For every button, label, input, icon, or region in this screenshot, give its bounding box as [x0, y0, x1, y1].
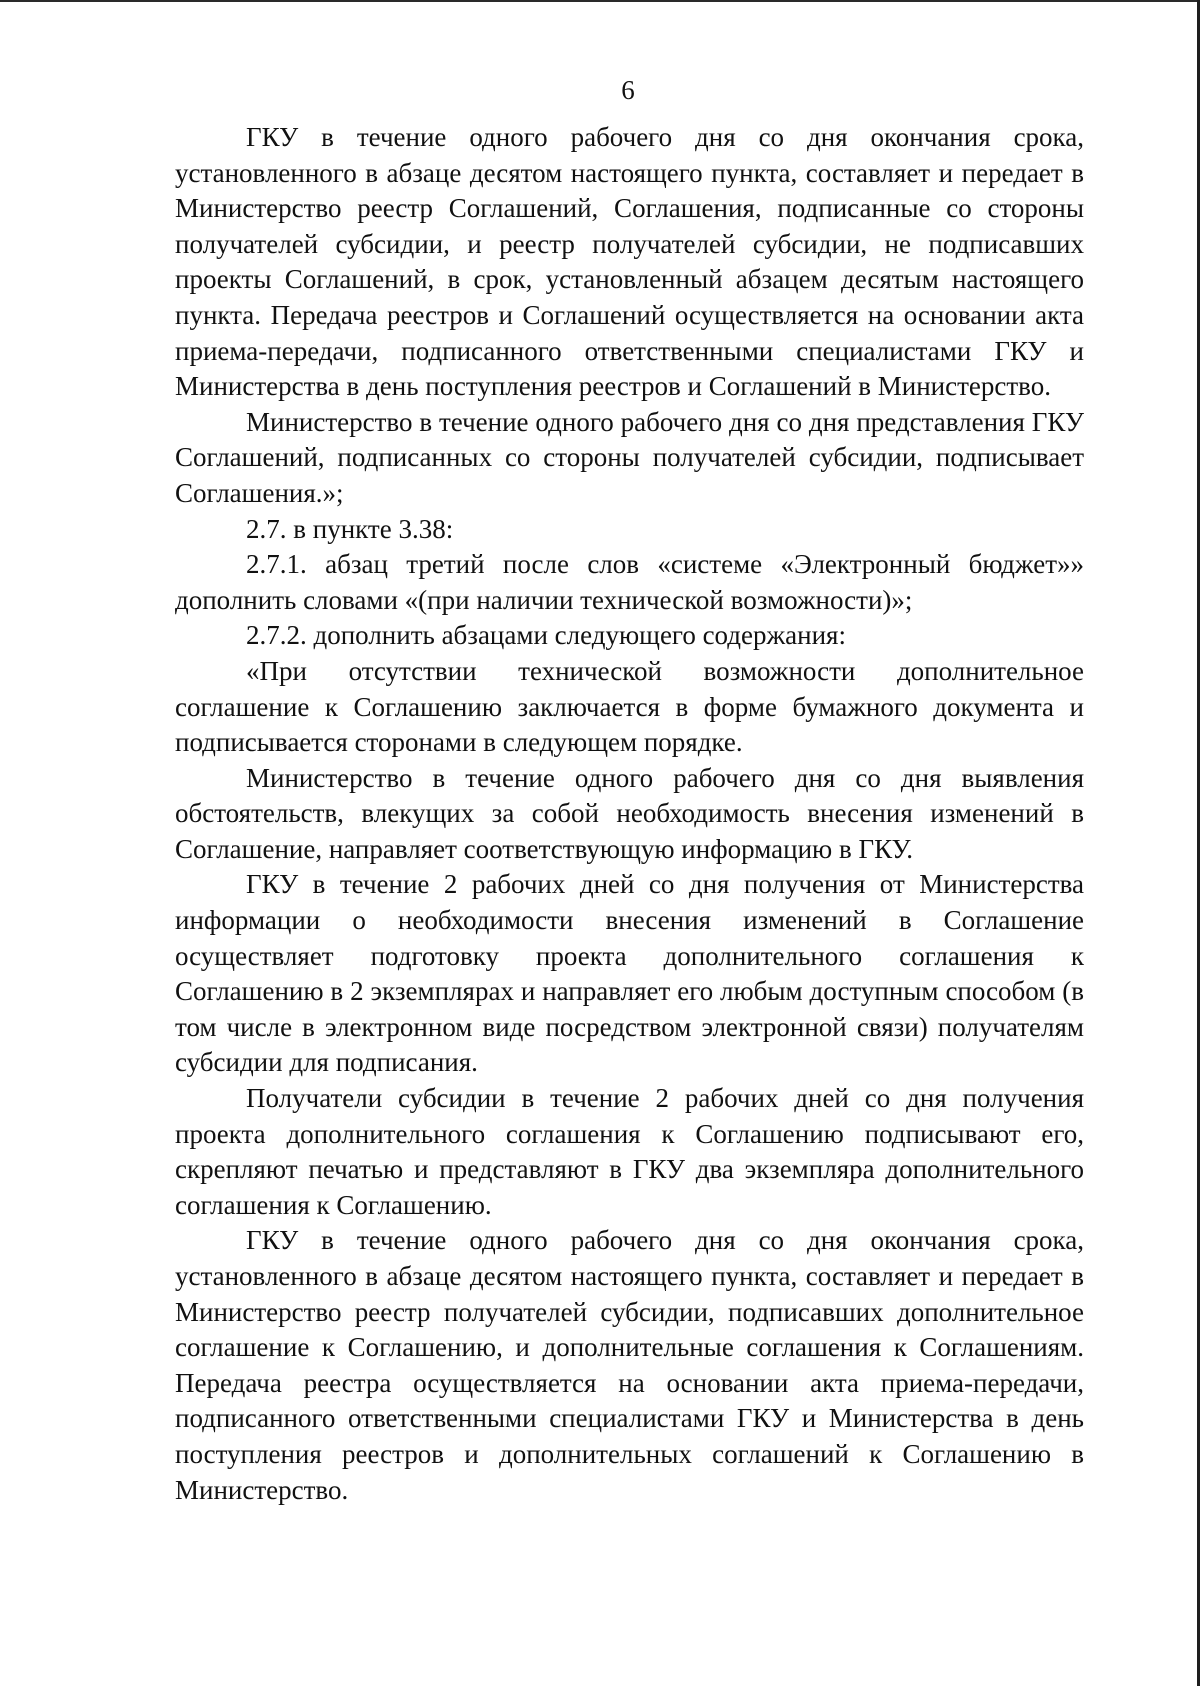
paragraph: Министерство в течение одного рабочего дня со дня выявления обстоятельств, влекущих за собой необходимость внесения изменений в Соглашение, направляет соответствующую информацию в ГКУ.	[175, 762, 1084, 864]
paragraph: Министерство в течение одного рабочего дня со дня представления ГКУ Соглашений, подписанных со стороны получателей субсидии, подписывает Соглашения.»;	[175, 406, 1084, 508]
page-number: 6	[621, 75, 635, 105]
paragraph: ГКУ в течение одного рабочего дня со дня окончания срока, установленного в абзаце десятом настоящего пункта, составляет и передает в Министерство реестр получателей субсидии, подписавших дополнительное соглашение к Соглашению, и дополнительные соглашения к Соглашениям. Передача реестра осуществляется на основании акта приема-передачи, подписанного ответственными специалистами ГКУ и Министерства в день поступления реестров и дополнительных соглашений к Соглашению в Министерство.	[175, 1225, 1084, 1505]
paragraph: 2.7.2. дополнить абзацами следующего содержания:	[246, 620, 846, 651]
document-body	[175, 120, 1084, 1508]
paragraph: 2.7.1. абзац третий после слов «системе «Электронный бюджет»» дополнить словами «(при наличии технической возможности)»;	[175, 549, 1084, 615]
paragraph: ГКУ в течение одного рабочего дня со дня окончания срока, установленного в абзаце десятом настоящего пункта, составляет и передает в Министерство реестр Соглашений, Соглашения, подписанные со стороны получателей субсидии, и реестр получателей субсидии, не подписавших проекты Соглашений, в срок, установленный абзацем десятым настоящего пункта. Передача реестров и Соглашений осуществляется на основании акта приема-передачи, подписанного ответственными специалистами ГКУ и Министерства в день поступления реестров и Соглашений в Министерство.	[175, 122, 1084, 402]
scan-edge-top	[0, 0, 1200, 2]
paragraph: ГКУ в течение 2 рабочих дней со дня получения от Министерства информации о необходимости внесения изменений в Соглашение осуществляет подготовку проекта дополнительного соглашения к Соглашению в 2 экземплярах и направляет его любым доступным способом (в том числе в электронном виде посредством электронной связи) получателям субсидии для подписания.	[175, 869, 1084, 1078]
paragraph: 2.7. в пункте 3.38:	[246, 513, 454, 544]
paragraph: «При отсутствии технической возможности дополнительное соглашение к Соглашению заключается в форме бумажного документа и подписывается сторонами в следующем порядке.	[175, 655, 1084, 758]
paragraph: Получатели субсидии в течение 2 рабочих дней со дня получения проекта дополнительного соглашения к Соглашению подписывают его, скрепляют печатью и представляют в ГКУ два экземпляра дополнительного соглашения к Соглашению.	[175, 1083, 1084, 1220]
